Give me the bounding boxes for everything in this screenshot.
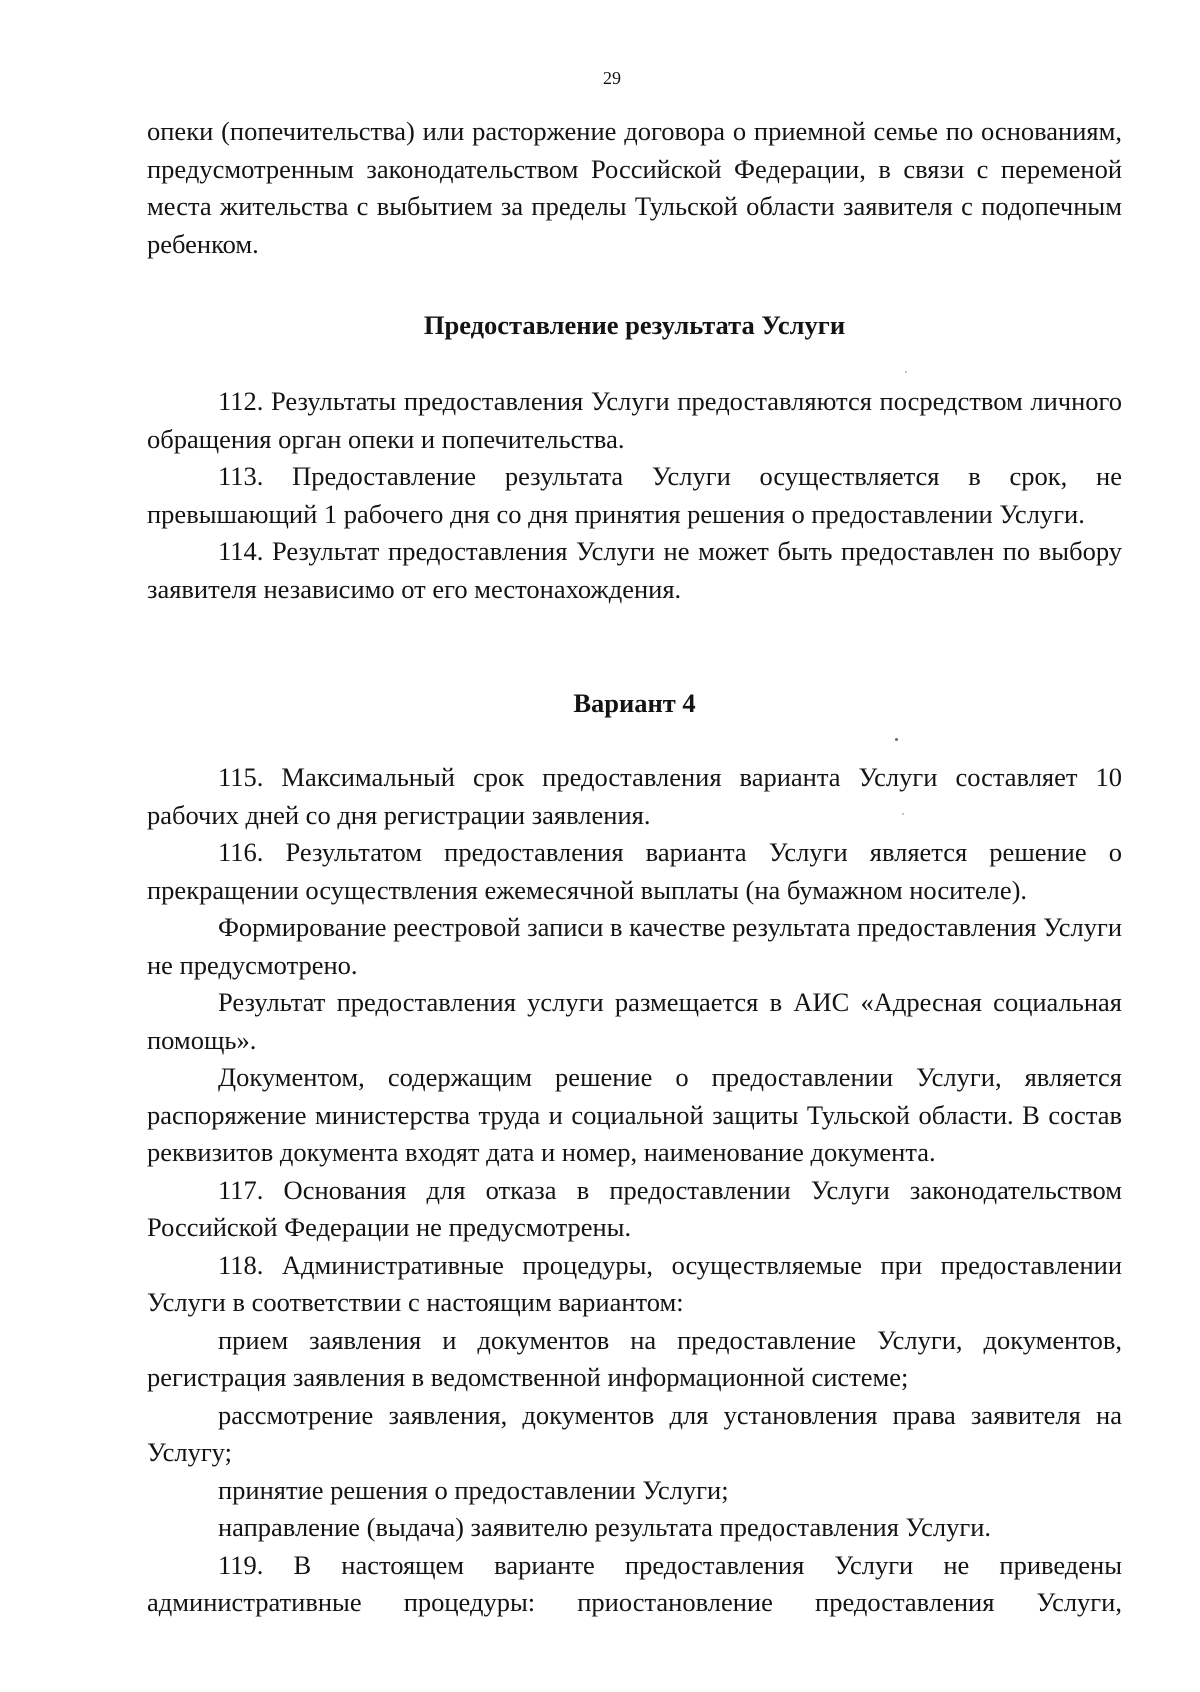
scan-speck <box>895 738 898 741</box>
intro-block <box>147 113 1122 263</box>
section-variant4-body <box>147 759 1122 1622</box>
paragraph-119: 119. В настоящем варианте предоставления Услуги не приведены административные процедуры: приостановление предоставления Услуги, <box>147 1549 1122 1617</box>
section-heading-variant-4: Вариант 4 <box>573 688 696 718</box>
paragraph-117: 117. Основания для отказа в предоставлении Услуги законодательством Российской Федерации не предусмотрены. <box>147 1174 1122 1242</box>
list-item-decision-making: принятие решения о предоставлении Услуги; <box>218 1474 729 1505</box>
section-result-body <box>147 383 1122 608</box>
page-number: 29 <box>603 68 621 88</box>
paragraph-115: 115. Максимальный срок предоставления варианта Услуги составляет 10 рабочих дней со дня регистрации заявления. <box>147 762 1122 830</box>
list-item-application-intake: прием заявления и документов на предоставление Услуги, документов, регистрация заявления в ведомственной информационной системе; <box>147 1324 1122 1392</box>
scan-speck <box>905 371 907 373</box>
paragraph-113: 113. Предоставление результата Услуги осуществляется в срок, не превышающий 1 рабочего дня со дня принятия решения о предоставлении Услуги. <box>147 461 1122 529</box>
paragraph-112: 112. Результаты предоставления Услуги предоставляются посредством личного обращения орган опеки и попечительства. <box>147 386 1122 454</box>
section-heading-result: Предоставление результата Услуги <box>423 310 846 340</box>
list-item-application-review: рассмотрение заявления, документов для установления права заявителя на Услугу; <box>147 1399 1122 1467</box>
paragraph-ais-placement: Результат предоставления услуги размещается в АИС «Адресная социальная помощь». <box>147 987 1122 1055</box>
paragraph-116: 116. Результатом предоставления варианта Услуги является решение о прекращении осуществления ежемесячной выплаты (на бумажном носителе). <box>147 837 1122 905</box>
paragraph-decision-document: Документом, содержащим решение о предоставлении Услуги, является распоряжение министерства труда и социальной защиты Тульской области. В состав реквизитов документа входят дата и номер, наименование документа. <box>147 1062 1122 1167</box>
intro-paragraph: опеки (попечительства) или расторжение договора о приемной семье по основаниям, предусмотренным законодательством Российской Федерации, в связи с переменой места жительства с выбытием за пределы Тульской области заявителя с подопечным ребенком. <box>147 116 1122 259</box>
scan-speck <box>902 813 904 815</box>
paragraph-registry-record: Формирование реестровой записи в качестве результата предоставления Услуги не предусмотрено. <box>147 912 1122 980</box>
paragraph-118: 118. Административные процедуры, осуществляемые при предоставлении Услуги в соответствии с настоящим вариантом: <box>147 1249 1122 1317</box>
paragraph-114: 114. Результат предоставления Услуги не может быть предоставлен по выбору заявителя независимо от его местонахождения. <box>147 536 1122 604</box>
list-item-result-delivery: направление (выдача) заявителю результата предоставления Услуги. <box>218 1512 992 1542</box>
